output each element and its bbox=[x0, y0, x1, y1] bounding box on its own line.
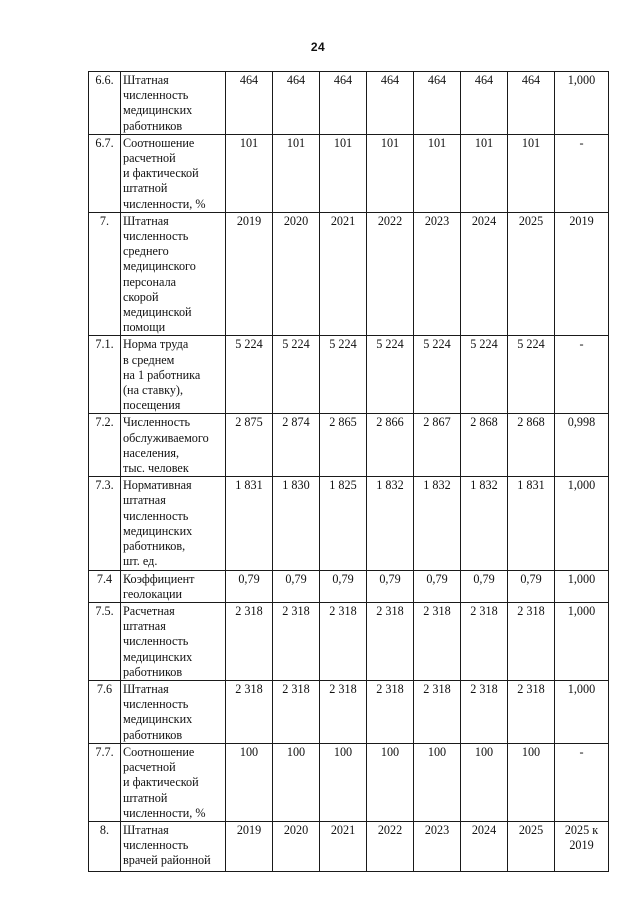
value-cell-col-6: 2 318 bbox=[461, 602, 508, 680]
ratio-cell: 1,000 bbox=[555, 680, 609, 743]
value-cell-col-7: 464 bbox=[508, 72, 555, 135]
value-cell-col-4: 2 318 bbox=[367, 680, 414, 743]
indicator-label-cell: Штатная численность медицинских работников bbox=[121, 680, 226, 743]
value-cell-col-7: 2 318 bbox=[508, 680, 555, 743]
row-number-cell: 7. bbox=[89, 212, 121, 336]
value-cell-col-4: 5 224 bbox=[367, 336, 414, 414]
ratio-cell: - bbox=[555, 134, 609, 212]
table-row bbox=[89, 72, 609, 135]
ratio-cell: 0,998 bbox=[555, 414, 609, 477]
value-cell-col-5: 5 224 bbox=[414, 336, 461, 414]
row-number-cell: 7.5. bbox=[89, 602, 121, 680]
indicator-label-cell: Соотношение расчетной и фактической штатной численности, % bbox=[121, 134, 226, 212]
value-cell-col-4: 2 866 bbox=[367, 414, 414, 477]
value-cell-col-1: 2019 bbox=[226, 212, 273, 336]
value-cell-col-3: 0,79 bbox=[320, 570, 367, 602]
ratio-cell: - bbox=[555, 743, 609, 821]
row-number-cell: 7.4 bbox=[89, 570, 121, 602]
value-cell-col-5: 2023 bbox=[414, 212, 461, 336]
value-cell-col-4: 464 bbox=[367, 72, 414, 135]
value-cell-col-7: 2 318 bbox=[508, 602, 555, 680]
value-cell-col-4: 100 bbox=[367, 743, 414, 821]
value-cell-col-1: 101 bbox=[226, 134, 273, 212]
staffing-table bbox=[88, 71, 609, 872]
row-number-cell: 7.1. bbox=[89, 336, 121, 414]
table-row bbox=[89, 602, 609, 680]
value-cell-col-2: 2 318 bbox=[273, 680, 320, 743]
value-cell-col-5: 100 bbox=[414, 743, 461, 821]
value-cell-col-1: 2 318 bbox=[226, 602, 273, 680]
value-cell-col-3: 464 bbox=[320, 72, 367, 135]
table-row bbox=[89, 414, 609, 477]
value-cell-col-4: 0,79 bbox=[367, 570, 414, 602]
value-cell-col-6: 100 bbox=[461, 743, 508, 821]
value-cell-col-6: 2024 bbox=[461, 212, 508, 336]
value-cell-col-2: 0,79 bbox=[273, 570, 320, 602]
value-cell-col-1: 464 bbox=[226, 72, 273, 135]
value-cell-col-2: 2 318 bbox=[273, 602, 320, 680]
indicator-label-cell: Коэффициент геолокации bbox=[121, 570, 226, 602]
value-cell-col-7: 101 bbox=[508, 134, 555, 212]
value-cell-col-3: 5 224 bbox=[320, 336, 367, 414]
value-cell-col-3: 2 318 bbox=[320, 602, 367, 680]
indicator-label-cell: Численность обслуживаемого населения, тыс. человек bbox=[121, 414, 226, 477]
value-cell-col-6: 2 318 bbox=[461, 680, 508, 743]
indicator-label-cell: Норма труда в среднем на 1 работника (на ставку), посещения bbox=[121, 336, 226, 414]
ratio-cell: 2025 к 2019 bbox=[555, 821, 609, 871]
row-number-cell: 7.6 bbox=[89, 680, 121, 743]
indicator-label-cell: Соотношение расчетной и фактической штатной численности, % bbox=[121, 743, 226, 821]
ratio-cell: 2019 bbox=[555, 212, 609, 336]
ratio-cell: 1,000 bbox=[555, 570, 609, 602]
value-cell-col-1: 2 875 bbox=[226, 414, 273, 477]
row-number-cell: 7.3. bbox=[89, 477, 121, 570]
value-cell-col-1: 2019 bbox=[226, 821, 273, 871]
value-cell-col-6: 464 bbox=[461, 72, 508, 135]
value-cell-col-4: 101 bbox=[367, 134, 414, 212]
value-cell-col-3: 2021 bbox=[320, 821, 367, 871]
ratio-cell: 1,000 bbox=[555, 477, 609, 570]
value-cell-col-7: 1 831 bbox=[508, 477, 555, 570]
indicator-label-cell: Штатная численность среднего медицинского персонала скорой медицинской помощи bbox=[121, 212, 226, 336]
value-cell-col-7: 0,79 bbox=[508, 570, 555, 602]
value-cell-col-6: 2024 bbox=[461, 821, 508, 871]
value-cell-col-6: 101 bbox=[461, 134, 508, 212]
value-cell-col-6: 5 224 bbox=[461, 336, 508, 414]
value-cell-col-2: 100 bbox=[273, 743, 320, 821]
indicator-label-cell: Расчетная штатная численность медицинских работников bbox=[121, 602, 226, 680]
page-number: 24 bbox=[310, 40, 326, 54]
value-cell-col-3: 2021 bbox=[320, 212, 367, 336]
value-cell-col-5: 2 318 bbox=[414, 602, 461, 680]
value-cell-col-2: 101 bbox=[273, 134, 320, 212]
value-cell-col-1: 1 831 bbox=[226, 477, 273, 570]
value-cell-col-6: 2 868 bbox=[461, 414, 508, 477]
table-row bbox=[89, 680, 609, 743]
row-number-cell: 8. bbox=[89, 821, 121, 871]
value-cell-col-5: 0,79 bbox=[414, 570, 461, 602]
row-number-cell: 7.2. bbox=[89, 414, 121, 477]
value-cell-col-3: 1 825 bbox=[320, 477, 367, 570]
value-cell-col-2: 5 224 bbox=[273, 336, 320, 414]
value-cell-col-3: 2 318 bbox=[320, 680, 367, 743]
table-row bbox=[89, 743, 609, 821]
value-cell-col-4: 2022 bbox=[367, 821, 414, 871]
table-row bbox=[89, 821, 609, 871]
value-cell-col-7: 2025 bbox=[508, 821, 555, 871]
ratio-cell: 1,000 bbox=[555, 72, 609, 135]
value-cell-col-3: 2 865 bbox=[320, 414, 367, 477]
value-cell-col-2: 1 830 bbox=[273, 477, 320, 570]
table-row bbox=[89, 212, 609, 336]
value-cell-col-6: 0,79 bbox=[461, 570, 508, 602]
table-body bbox=[89, 72, 609, 872]
value-cell-col-1: 100 bbox=[226, 743, 273, 821]
value-cell-col-7: 100 bbox=[508, 743, 555, 821]
value-cell-col-1: 5 224 bbox=[226, 336, 273, 414]
table-row bbox=[89, 336, 609, 414]
ratio-cell: 1,000 bbox=[555, 602, 609, 680]
value-cell-col-3: 100 bbox=[320, 743, 367, 821]
indicator-label-cell: Штатная численность медицинских работников bbox=[121, 72, 226, 135]
value-cell-col-5: 2023 bbox=[414, 821, 461, 871]
indicator-label-cell: Штатная численность врачей районной bbox=[121, 821, 226, 871]
value-cell-col-2: 2020 bbox=[273, 821, 320, 871]
value-cell-col-2: 2 874 bbox=[273, 414, 320, 477]
value-cell-col-5: 464 bbox=[414, 72, 461, 135]
table-row bbox=[89, 134, 609, 212]
row-number-cell: 6.6. bbox=[89, 72, 121, 135]
value-cell-col-2: 2020 bbox=[273, 212, 320, 336]
value-cell-col-5: 1 832 bbox=[414, 477, 461, 570]
value-cell-col-4: 2 318 bbox=[367, 602, 414, 680]
value-cell-col-5: 2 318 bbox=[414, 680, 461, 743]
value-cell-col-5: 101 bbox=[414, 134, 461, 212]
value-cell-col-4: 2022 bbox=[367, 212, 414, 336]
value-cell-col-6: 1 832 bbox=[461, 477, 508, 570]
value-cell-col-7: 2 868 bbox=[508, 414, 555, 477]
value-cell-col-7: 2025 bbox=[508, 212, 555, 336]
value-cell-col-7: 5 224 bbox=[508, 336, 555, 414]
value-cell-col-2: 464 bbox=[273, 72, 320, 135]
ratio-cell: - bbox=[555, 336, 609, 414]
row-number-cell: 7.7. bbox=[89, 743, 121, 821]
indicator-label-cell: Нормативная штатная численность медицинских работников, шт. ед. bbox=[121, 477, 226, 570]
value-cell-col-3: 101 bbox=[320, 134, 367, 212]
row-number-cell: 6.7. bbox=[89, 134, 121, 212]
value-cell-col-4: 1 832 bbox=[367, 477, 414, 570]
table-row bbox=[89, 477, 609, 570]
value-cell-col-1: 2 318 bbox=[226, 680, 273, 743]
table-row bbox=[89, 570, 609, 602]
value-cell-col-5: 2 867 bbox=[414, 414, 461, 477]
value-cell-col-1: 0,79 bbox=[226, 570, 273, 602]
